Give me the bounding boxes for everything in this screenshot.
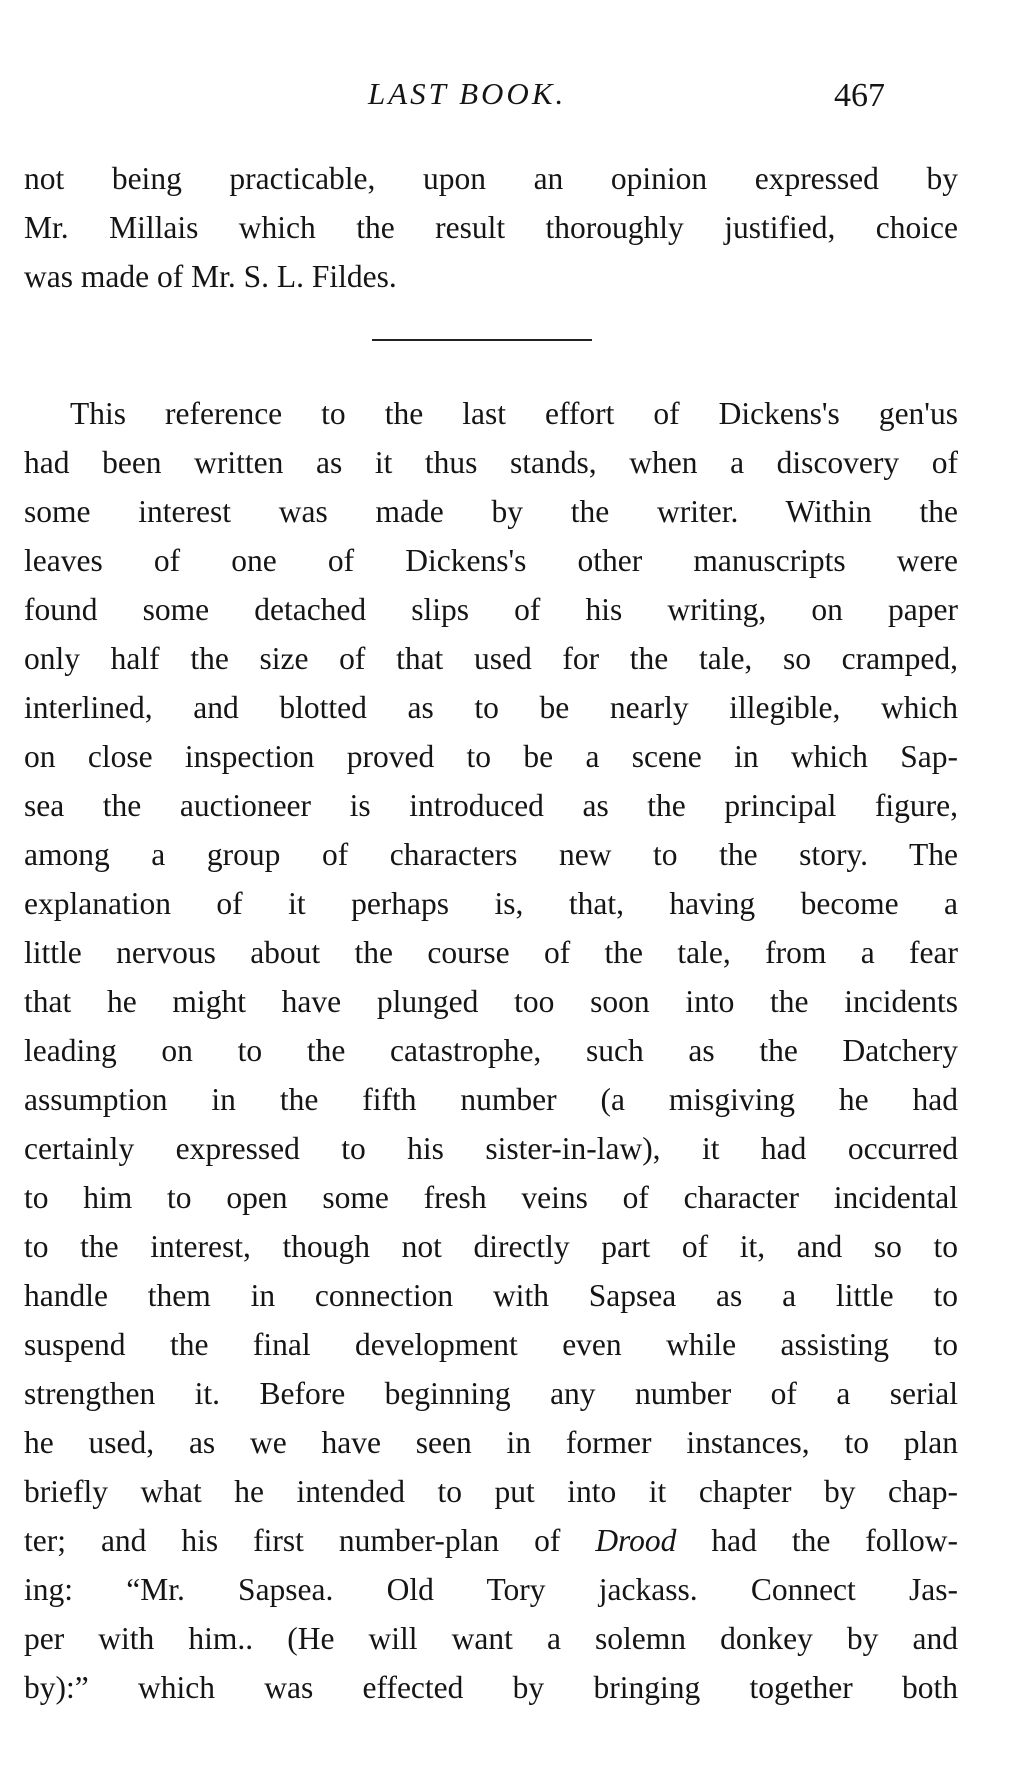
text-line: some interest was made by the writer. Within the <box>24 494 958 529</box>
text-line: per with him.. (He will want a solemn donkey by and <box>24 1621 958 1656</box>
text-line: to him to open some fresh veins of character incidental <box>24 1180 958 1215</box>
text-line: explanation of it perhaps is, that, having become a <box>24 886 958 921</box>
text-line: sea the auctioneer is introduced as the principal figure, <box>24 788 958 823</box>
text-line: not being practicable, upon an opinion expressed by <box>24 161 958 196</box>
text-line: assumption in the fifth number (a misgiving he had <box>24 1082 958 1117</box>
text-line: certainly expressed to his sister-in-law), it had occurred <box>24 1131 958 1166</box>
line-tail: had the follow- <box>711 1523 959 1558</box>
text-line: to the interest, though not directly part of it, and so to <box>24 1229 958 1264</box>
running-title: LAST BOOK. <box>368 76 567 111</box>
section-divider <box>372 339 592 341</box>
text-line: suspend the final development even while assisting to <box>24 1327 958 1362</box>
text-line: handle them in connection with Sapsea as a little to <box>24 1278 958 1313</box>
paragraph-continued <box>24 154 958 301</box>
text-line: among a group of characters new to the story. The <box>24 837 958 872</box>
text-line: interlined, and blotted as to be nearly illegible, which <box>24 690 958 725</box>
text-line: was made of Mr. S. L. Fildes. <box>24 259 397 294</box>
text-line: found some detached slips of his writing, on paper <box>24 592 958 627</box>
text-line: This reference to the last effort of Dickens's gen'us <box>70 396 958 431</box>
page-number: 467 <box>834 77 885 114</box>
text-line-with-italic <box>24 1516 958 1565</box>
text-line: briefly what he intended to put into it chapter by chap- <box>24 1474 958 1509</box>
text-line: had been written as it thus stands, when a discovery of <box>24 445 958 480</box>
text-line: he used, as we have seen in former instances, to plan <box>24 1425 958 1460</box>
text-line: on close inspection proved to be a scene in which Sap- <box>24 739 958 774</box>
line-head: ter; and his first number-plan of <box>24 1523 561 1558</box>
paragraph-main <box>24 389 958 1712</box>
running-head <box>0 74 1018 114</box>
text-line: strengthen it. Before beginning any number of a serial <box>24 1376 958 1411</box>
text-line: by):” which was effected by bringing together both <box>24 1670 958 1705</box>
text-line: only half the size of that used for the tale, so cramped, <box>24 641 958 676</box>
text-line: ing: “Mr. Sapsea. Old Tory jackass. Connect Jas- <box>24 1572 958 1607</box>
italic-title-drood: Drood <box>595 1523 677 1558</box>
text-line: little nervous about the course of the tale, from a fear <box>24 935 958 970</box>
text-line: that he might have plunged too soon into the incidents <box>24 984 958 1019</box>
text-line: leading on to the catastrophe, such as the Datchery <box>24 1033 958 1068</box>
text-line: leaves of one of Dickens's other manuscripts were <box>24 543 958 578</box>
text-line: Mr. Millais which the result thoroughly justified, choice <box>24 210 958 245</box>
